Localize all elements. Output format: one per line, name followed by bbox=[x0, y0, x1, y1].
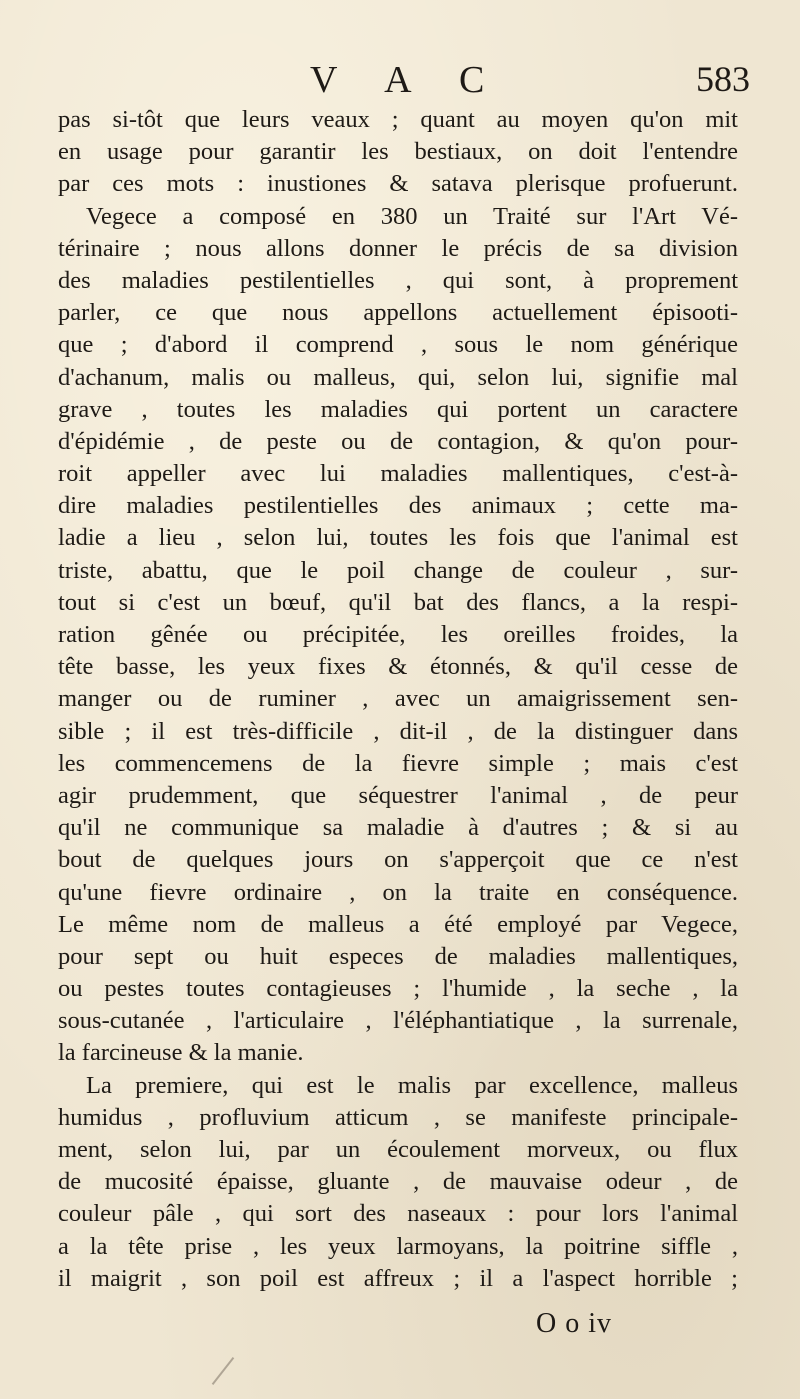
text-line: roit appeller avec lui maladies mallentiques, c'est-à- bbox=[58, 460, 738, 488]
text-line: bout de quelques jours on s'apperçoit que ce n'est bbox=[58, 846, 738, 874]
text-line: qu'une fievre ordinaire , on la traite en conséquence. bbox=[58, 878, 738, 906]
page-header bbox=[60, 58, 750, 106]
text-line: a la tête prise , les yeux larmoyans, la poitrine siffle , bbox=[58, 1232, 738, 1260]
text-line: tout si c'est un bœuf, qu'il bat des flancs, a la respi- bbox=[58, 588, 738, 616]
text-line: couleur pâle , qui sort des naseaux : pour lors l'animal bbox=[58, 1200, 738, 1228]
text-line: parler, ce que nous appellons actuellement épisooti- bbox=[58, 299, 738, 327]
text-line: dire maladies pestilentielles des animaux ; cette ma- bbox=[58, 492, 738, 520]
text-line: d'achanum, malis ou malleus, qui, selon lui, signifie mal bbox=[58, 363, 738, 391]
text-line: d'épidémie , de peste ou de contagion, & qu'on pour- bbox=[58, 427, 738, 455]
running-head: V A C bbox=[310, 59, 505, 101]
signature-mark: O o iv bbox=[536, 1308, 612, 1339]
page-number: 583 bbox=[696, 59, 750, 99]
text-line: ration gênée ou précipitée, les oreilles froides, la bbox=[58, 621, 738, 648]
text-line: ou pestes toutes contagieuses ; l'humide , la seche , la bbox=[58, 975, 738, 1003]
pencil-mark bbox=[212, 1357, 235, 1385]
text-line: pour sept ou huit especes de maladies mallentiques, bbox=[58, 942, 738, 970]
text-line: la farcineuse & la manie. bbox=[58, 1039, 304, 1067]
text-line: tête basse, les yeux fixes & étonnés, & qu'il cesse de bbox=[58, 653, 738, 681]
text-line: térinaire ; nous allons donner le précis de sa division bbox=[58, 234, 738, 262]
text-line: il maigrit , son poil est affreux ; il a l'aspect horrible ; bbox=[58, 1264, 738, 1292]
text-line: ladie a lieu , selon lui, toutes les fois que l'animal est bbox=[58, 524, 738, 552]
text-line: que ; d'abord il comprend , sous le nom générique bbox=[58, 331, 738, 359]
text-line: sous-cutanée , l'articulaire , l'éléphantiatique , la surrenale, bbox=[58, 1007, 738, 1035]
text-line: qu'il ne communique sa maladie à d'autres ; & si au bbox=[58, 814, 738, 842]
text-line: manger ou de ruminer , avec un amaigrissement sen- bbox=[58, 685, 738, 713]
text-line: pas si-tôt que leurs veaux ; quant au moyen qu'on mit bbox=[58, 106, 738, 133]
body-text bbox=[58, 104, 738, 1295]
text-line: en usage pour garantir les bestiaux, on doit l'entendre bbox=[58, 138, 738, 166]
text-line: triste, abattu, que le poil change de couleur , sur- bbox=[58, 556, 738, 584]
text-line: grave , toutes les maladies qui portent un caractere bbox=[58, 395, 738, 423]
text-line: La premiere, qui est le malis par excellence, malleus bbox=[86, 1071, 738, 1099]
text-line: Le même nom de malleus a été employé par Vegece, bbox=[58, 910, 738, 938]
text-line: par ces mots : inustiones & satava plerisque profuerunt. bbox=[58, 170, 738, 198]
text-line: sible ; il est très-difficile , dit-il , de la distinguer dans bbox=[58, 717, 738, 745]
text-line: des maladies pestilentielles , qui sont, à proprement bbox=[58, 266, 738, 294]
text-line: les commencemens de la fievre simple ; mais c'est bbox=[58, 749, 738, 777]
text-line: Vegece a composé en 380 un Traité sur l'Art Vé- bbox=[86, 202, 738, 230]
text-line: de mucosité épaisse, gluante , de mauvaise odeur , de bbox=[58, 1168, 738, 1196]
text-line: agir prudemment, que séquestrer l'animal , de peur bbox=[58, 781, 738, 809]
text-line: ment, selon lui, par un écoulement morveux, ou flux bbox=[58, 1136, 738, 1163]
text-line: humidus , profluvium atticum , se manifeste principale- bbox=[58, 1103, 738, 1131]
